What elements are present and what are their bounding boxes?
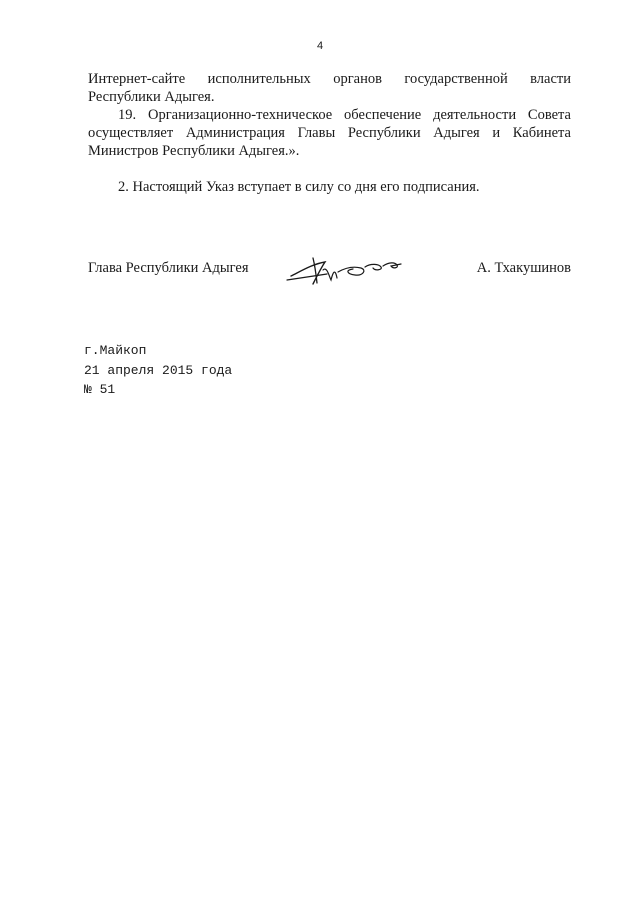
paragraph-continuation	[88, 70, 571, 106]
paragraph-text: Интернет-сайте исполнительных органов государственной власти Республики Адыгея.	[88, 71, 571, 105]
handwritten-signature	[283, 250, 408, 290]
document-footer	[84, 341, 232, 400]
paragraph-text: 19. Организационно-техническое обеспечение деятельности Совета осуществляет Администрация Главы Республики Адыгея и Кабинета Министров Республики Адыгея.».	[88, 107, 571, 159]
footer-number: № 51	[84, 382, 116, 397]
signature-block	[88, 260, 571, 290]
footer-date: 21 апреля 2015 года	[84, 362, 233, 378]
paragraph-item-2	[88, 178, 571, 196]
paragraph-item-19	[88, 106, 571, 160]
page-number: 4	[316, 40, 324, 52]
footer-city: г.Майкоп	[84, 343, 147, 358]
signer-position: Глава Республики Адыгея	[88, 260, 249, 276]
paragraph-text: 2. Настоящий Указ вступает в силу со дня его подписания.	[118, 179, 480, 195]
signer-name: А. Тхакушинов	[476, 260, 571, 276]
